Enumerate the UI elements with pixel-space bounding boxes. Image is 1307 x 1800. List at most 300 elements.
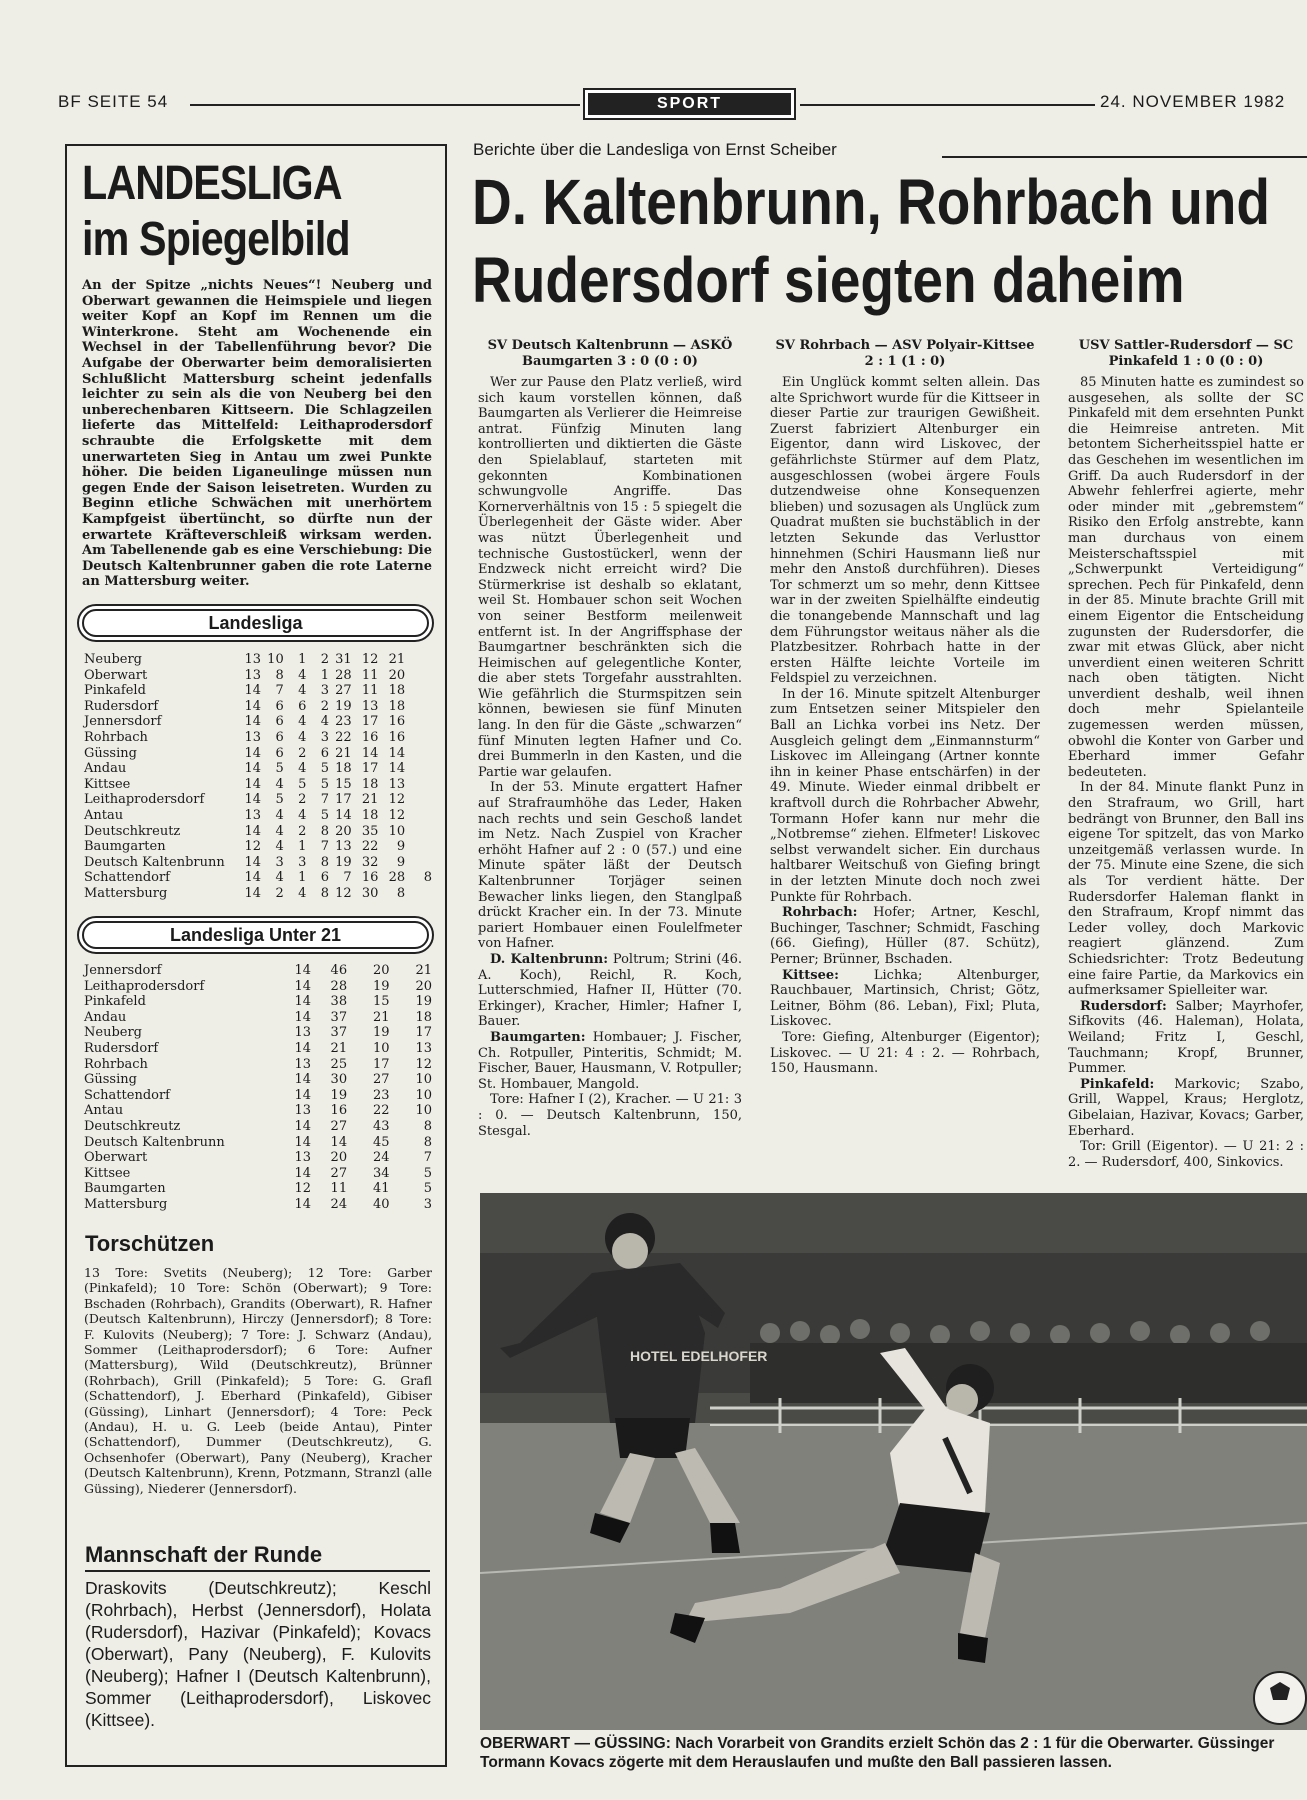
- table-row: [84, 1057, 432, 1073]
- report-3-paragraph: In der 84. Minute flankt Punz in den Strafraum, wo Grill, hart bedrängt von Brunner, den Ball ins eigene Tor spitzelt, das von Marko unzeitgemäß verlassen wurde. In der 75. Minute eine Szene, die sich als Tor verdient hätte. Der Rudersdorfer Haleman flankt in den Strafraum, Kropf nimmt das Leder volley, doch Markovic reagiert glänzend. Zum Schiedsrichter: Trotz Bedeutung eine faire Partie, da Markovics ein aufmerksamer Spielleiter war.: [1068, 780, 1304, 999]
- stat-cell: 28: [335, 667, 352, 683]
- stat-cell: 14: [330, 1134, 348, 1150]
- stat-cell: 11: [330, 1181, 348, 1197]
- table-row: [84, 870, 432, 886]
- stat-cell: 21: [372, 1009, 390, 1025]
- stat-cell: 9: [396, 854, 406, 870]
- sidebar-title-line1: LANDESLIGA: [82, 157, 342, 210]
- stat-cell: 4: [298, 714, 307, 730]
- stat-cell: 21: [361, 792, 379, 808]
- stat-cell: 19: [335, 854, 352, 870]
- table2-heading: Landesliga Unter 21: [82, 921, 429, 949]
- table-row: [84, 668, 432, 684]
- team-name-cell: Rudersdorf: [84, 698, 159, 714]
- team-name-cell: Deutsch Kaltenbrunn: [84, 854, 225, 870]
- team-name-cell: Deutschkreutz: [84, 823, 181, 839]
- stat-cell: 4: [298, 761, 307, 777]
- stat-cell: 24: [372, 1150, 390, 1166]
- stat-cell: 4: [320, 714, 329, 730]
- lineup-label: D. Kaltenbrunn:: [490, 951, 609, 967]
- stat-cell: 14: [294, 1165, 312, 1181]
- stat-cell: 14: [294, 1196, 312, 1212]
- stat-cell: 8: [423, 870, 432, 886]
- sidebar-intro: An der Spitze „nichts Neues“! Neuberg und Oberwart gewannen die Heimspiele und liegen weiter Kopf an Kopf im Rennen um die Winterkrone. Steht am Wochenende ein Wechsel in der Tabellenführung bevor? Die Aufgabe der Oberwarter beim demoralisierten Schlußlicht Mattersburg scheint jedenfalls leichter zu sein als die von Neuberg bei den unberechenbaren Kittseern. Die Schlagzeilen lieferte das Mittelfeld: Leithaprodersdorf schraubte die Erfolgskette mit dem unerwarteten Sieg in Antau um zwei Punkte höher. Die beiden Liganeulinge müssen nun gegen Ende der Saison leisetreten. Wurden zu Beginn etliche Schwächen mit unerhörtem Kampfgeist übertüncht, so dürfte nun der erwartete Kräfteverschleiß wirksam werden. Am Tabellenende gab es eine Verschiebung: Die Deutsch Kaltenbrunner gaben die rote Laterne an Mattersburg weiter.: [82, 278, 432, 590]
- headline-line1: D. Kaltenbrunn, Rohrbach und: [472, 166, 1271, 238]
- stat-cell: 12: [415, 1056, 432, 1072]
- stat-cell: 19: [335, 698, 352, 714]
- stat-cell: 14: [244, 714, 262, 730]
- stat-cell: 6: [320, 870, 329, 886]
- stat-cell: 6: [298, 698, 307, 714]
- table-row: [84, 963, 432, 979]
- stat-cell: 14: [244, 823, 262, 839]
- team-name-cell: Rudersdorf: [84, 1040, 159, 1056]
- stat-cell: 5: [298, 776, 307, 792]
- table-row: [84, 979, 432, 995]
- stat-cell: 20: [388, 667, 406, 683]
- stat-cell: 32: [361, 854, 379, 870]
- stat-cell: 14: [244, 745, 262, 761]
- stat-cell: 8: [423, 1118, 432, 1134]
- stat-cell: 18: [361, 807, 379, 823]
- stat-cell: 12: [335, 885, 352, 901]
- stat-cell: 12: [388, 807, 406, 823]
- stat-cell: 19: [372, 978, 390, 994]
- report-1-goals: Tore: Hafner I (2), Kracher. — U 21: 3 : 0. — Deutsch Kaltenbrunn, 150, Stesgal.: [478, 1092, 742, 1139]
- team-name-cell: Rohrbach: [84, 729, 148, 745]
- stat-cell: 22: [372, 1103, 390, 1119]
- sidebar-title-line2: im Spiegelbild: [82, 213, 350, 266]
- stat-cell: 14: [294, 978, 312, 994]
- stat-cell: 13: [388, 776, 406, 792]
- stat-cell: 18: [415, 1009, 432, 1025]
- stat-cell: 14: [294, 963, 312, 978]
- lineup-label: Rohrbach:: [782, 905, 858, 921]
- stat-cell: 14: [294, 1009, 312, 1025]
- stat-cell: 5: [275, 792, 284, 808]
- lineup-label: Pinkafeld:: [1080, 1076, 1155, 1092]
- stat-cell: 23: [372, 1087, 390, 1103]
- stat-cell: 5: [423, 1165, 432, 1181]
- stat-cell: 13: [335, 839, 352, 855]
- stat-cell: 23: [335, 714, 352, 730]
- team-name-cell: Rohrbach: [84, 1056, 148, 1072]
- stat-cell: 1: [298, 652, 307, 667]
- caption-lead: OBERWART — GÜSSING:: [480, 1735, 671, 1752]
- stat-cell: 45: [372, 1134, 390, 1150]
- team-name-cell: Güssing: [84, 1072, 137, 1088]
- stat-cell: 21: [388, 652, 406, 667]
- stat-cell: 5: [320, 776, 329, 792]
- stat-cell: 46: [330, 963, 348, 978]
- team-name-cell: Baumgarten: [84, 839, 166, 855]
- stat-cell: 14: [361, 745, 379, 761]
- stat-cell: 16: [361, 729, 379, 745]
- issue-date: 24. NOVEMBER 1982: [1100, 92, 1286, 111]
- stat-cell: 12: [294, 1181, 312, 1197]
- stat-cell: 2: [275, 885, 284, 901]
- standings-table: [84, 652, 432, 902]
- match-photo: [480, 1193, 1307, 1730]
- stat-cell: 15: [372, 994, 390, 1010]
- table-row: [84, 1010, 432, 1026]
- table-row: [84, 730, 432, 746]
- stat-cell: 17: [415, 1025, 432, 1041]
- stat-cell: 13: [294, 1150, 312, 1166]
- stat-cell: 20: [335, 823, 352, 839]
- team-name-cell: Andau: [84, 1009, 127, 1025]
- stat-cell: 10: [415, 1072, 432, 1088]
- stat-cell: 18: [335, 761, 352, 777]
- table-row: [84, 792, 432, 808]
- report-1-heading: SV Deutsch Kaltenbrunn — ASKÖ Baumgarten 3 : 0 (0 : 0): [487, 338, 733, 369]
- stat-cell: 13: [294, 1056, 312, 1072]
- report-1-lineup: [478, 1030, 742, 1092]
- stat-cell: 13: [244, 652, 262, 667]
- stat-cell: 14: [294, 1087, 312, 1103]
- stat-cell: 8: [320, 885, 329, 901]
- team-name-cell: Baumgarten: [84, 1181, 166, 1197]
- team-name-cell: Mattersburg: [84, 885, 168, 901]
- stat-cell: 17: [361, 714, 379, 730]
- table-row: [84, 1166, 432, 1182]
- lineup-text: Markovic; Szabo, Grill, Wappel, Kraus; Herglotz, Gibelaian, Hazivar, Kovacs; Garber, Eberhard.: [1068, 1076, 1304, 1139]
- table-row: [84, 1072, 432, 1088]
- team-name-cell: Neuberg: [84, 652, 142, 667]
- team-name-cell: Deutsch Kaltenbrunn: [84, 1134, 225, 1150]
- lineup-text: Hofer; Artner, Keschl, Buchinger, Taschner; Schmidt, Fasching (66. Giefing), Hüller (87. Schütz), Perner; Brünner, Bschaden.: [770, 905, 1040, 967]
- stat-cell: 27: [330, 1165, 348, 1181]
- stat-cell: 8: [320, 854, 329, 870]
- stat-cell: 4: [298, 683, 307, 699]
- team-name-cell: Jennersdorf: [84, 963, 162, 978]
- stat-cell: 20: [415, 978, 432, 994]
- stat-cell: 43: [372, 1118, 390, 1134]
- table-row: [84, 839, 432, 855]
- stat-cell: 19: [372, 1025, 390, 1041]
- stat-cell: 13: [294, 1025, 312, 1041]
- stat-cell: 14: [244, 683, 262, 699]
- table-row: [84, 1135, 432, 1151]
- stat-cell: 35: [361, 823, 379, 839]
- report-2-paragraph: Ein Unglück kommt selten allein. Das alte Sprichwort wurde für die Kittseer in dieser Partie zur traurigen Gewißheit. Zuerst fabriziert Altenburger ein Eigentor, dann wird Liskovec, der gefährlichste Stürmer auf dem Platz, ausgeschlossen (wobei ärgere Fouls dutzendweise ohne Konsequenzen blieben) und sozusagen als Unglück zum Quadrat mußten sie buchstäblich in der letzten Sekunde das Verlusttor hinnehmen (Schiri Hausmann ließ nur mehr den Anstoß durchführen). Dieses Tor schmerzt um so mehr, denn Kittsee war in der zweiten Spielhälfte eindeutig die tonangebende Mannschaft und lag dem Führungstor weitaus näher als die Platzbesitzer. Rohrbach hatte in der ersten Hälfte leichte Vorteile im Feldspiel zu verzeichnen.: [770, 375, 1040, 687]
- team-name-cell: Kittsee: [84, 776, 131, 792]
- table-row: [84, 714, 432, 730]
- stat-cell: 14: [244, 776, 262, 792]
- stat-cell: 8: [396, 885, 406, 901]
- report-2-goals: Tore: Giefing, Altenburger (Eigentor); Liskovec. — U 21: 4 : 2. — Rohrbach, 150, Hausmann.: [770, 1029, 1040, 1077]
- stat-cell: 7: [423, 1150, 432, 1166]
- report-column-2: [770, 338, 1040, 1077]
- report-3-lineup: [1068, 1077, 1304, 1139]
- stat-cell: 5: [423, 1181, 432, 1197]
- stat-cell: 7: [320, 792, 329, 808]
- team-name-cell: Pinkafeld: [84, 683, 146, 699]
- table-row: [84, 1197, 432, 1213]
- u21-table-body: [84, 963, 432, 1213]
- table-row: [84, 761, 432, 777]
- stat-cell: 19: [415, 994, 432, 1010]
- stat-cell: 3: [320, 729, 329, 745]
- table-row: [84, 1025, 432, 1041]
- scorers-title: Torschützen: [85, 1231, 215, 1256]
- stat-cell: 19: [330, 1087, 348, 1103]
- table-row: [84, 1119, 432, 1135]
- stat-cell: 16: [388, 714, 406, 730]
- section-label: SPORT: [588, 93, 791, 115]
- stat-cell: 1: [298, 839, 307, 855]
- stat-cell: 4: [298, 807, 307, 823]
- stat-cell: 6: [320, 745, 329, 761]
- stat-cell: 13: [415, 1040, 432, 1056]
- table2-heading-box: [77, 916, 434, 954]
- stat-cell: 4: [298, 667, 307, 683]
- stat-cell: 10: [415, 1087, 432, 1103]
- table-row: [84, 1103, 432, 1119]
- report-2-paragraph: In der 16. Minute spitzelt Altenburger zum Entsetzen seiner Mitspieler den Ball an Lichka vorbei ins Netz. Der Ausgleich gelingt dem „Einmannsturm“ Liskovec im Alleingang (Artner konnte ihn in keiner Phase entschärfen) in der 49. Minute. Wieder einmal dribbelt er kraftvoll durch die Rohrbacher Abwehr, Tormann Hofer kann nur mehr die „Notbremse“ ziehen. Elfmeter! Liskovec selbst verwandelt sicher. Ein durchaus haltbarer Weitschuß von Giefing bringt in der letzten Minute doch noch zwei Punkte für Rohrbach.: [770, 686, 1040, 905]
- report-column-3: [1068, 338, 1304, 1170]
- team-name-cell: Pinkafeld: [84, 994, 146, 1010]
- report-3-paragraph: 85 Minuten hatte es zumindest so ausgesehen, als sollte der SC Pinkafeld mit dem ersehnten Punkt die Heimreise antreten. Mit betontem Sicherheitsspiel hatte er das Geschehen im wesentlichen im Griff. Da auch Rudersdorf in der Abwehr fehlerfrei agierte, mehr oder minder mit „gebremstem“ Risiko den Erfolg anstrebte, kann man durchaus von einem Meisterschaftsspiel mit „Schwerpunkt Verteidigung“ sprechen. Pech für Pinkafeld, denn in der 85. Minute brachte Grill mit einem Eigentor die Entscheidung zugunsten der Rudersdorfer, die zwar mit etwas Glück, aber nicht unverdient einen weiteren Schritt nach oben tätigten. Nicht unverdient deshalb, weil ihnen doch mehr Spielanteile zugemessen werden müssen, obwohl die Konter von Garber und Eberhard immer Gefahr bedeuteten.: [1068, 375, 1304, 780]
- photo-caption: [480, 1734, 1307, 1772]
- stat-cell: 16: [361, 870, 379, 886]
- stat-cell: 3: [320, 683, 329, 699]
- stat-cell: 27: [335, 683, 352, 699]
- table1-heading-box: [77, 604, 434, 642]
- stat-cell: 41: [372, 1181, 390, 1197]
- team-name-cell: Antau: [84, 807, 124, 823]
- headline-line2: Rudersdorf siegten daheim: [472, 244, 1185, 316]
- lineup-text: Hombauer; J. Fischer, Ch. Rotpuller, Pinteritis, Schmidt; M. Fischer, Bauer, Hausmann, V. Rotpuller; St. Hombauer, Mangold.: [478, 1029, 743, 1092]
- stat-cell: 40: [372, 1196, 390, 1212]
- stat-cell: 14: [244, 870, 262, 886]
- team-name-cell: Kittsee: [84, 1165, 131, 1181]
- stat-cell: 7: [320, 839, 329, 855]
- stat-cell: 27: [372, 1072, 390, 1088]
- stat-cell: 16: [330, 1103, 348, 1119]
- standings-table-body: [84, 652, 432, 902]
- stat-cell: 28: [330, 978, 348, 994]
- stat-cell: 13: [294, 1103, 312, 1119]
- report-2-body: [770, 375, 1040, 1077]
- report-column-1: [478, 338, 742, 1139]
- team-name-cell: Deutschkreutz: [84, 1118, 181, 1134]
- stat-cell: 1: [298, 870, 307, 886]
- stat-cell: 6: [275, 714, 284, 730]
- stat-cell: 14: [335, 807, 352, 823]
- stat-cell: 6: [275, 698, 284, 714]
- team-name-cell: Jennersdorf: [84, 714, 162, 730]
- stat-cell: 7: [343, 870, 352, 886]
- report-2-heading: SV Rohrbach — ASV Polyair-Kittsee 2 : 1 (1 : 0): [775, 338, 1035, 369]
- stat-cell: 3: [275, 854, 284, 870]
- match-photo-illustration: [480, 1193, 1307, 1730]
- stat-cell: 14: [294, 1118, 312, 1134]
- stat-cell: 4: [275, 776, 284, 792]
- stat-cell: 14: [244, 761, 262, 777]
- team-name-cell: Oberwart: [84, 667, 148, 683]
- stat-cell: 14: [244, 792, 262, 808]
- stat-cell: 22: [335, 729, 352, 745]
- team-name-cell: Mattersburg: [84, 1196, 168, 1212]
- lineup-text: Poltrum; Strini (46. A. Koch), Reichl, R. Koch, Lutterschmied, Hafner II, Hütter (70. Erkinger), Kracher, Himler; Hafner I, Bauer.: [478, 951, 742, 1030]
- stat-cell: 8: [320, 823, 329, 839]
- stat-cell: 14: [294, 1134, 312, 1150]
- lineup-label: Baumgarten:: [490, 1029, 586, 1045]
- stat-cell: 21: [415, 963, 432, 978]
- team-name-cell: Andau: [84, 761, 127, 777]
- team-title: Mannschaft der Runde: [85, 1542, 323, 1567]
- team-name-cell: Antau: [84, 1103, 124, 1119]
- stat-cell: 21: [335, 745, 352, 761]
- stat-cell: 9: [396, 839, 406, 855]
- kicker-rule: [942, 156, 1307, 158]
- stat-cell: 2: [320, 652, 329, 667]
- stat-cell: 4: [298, 729, 307, 745]
- table-row: [84, 886, 432, 902]
- table-row: [84, 746, 432, 762]
- stat-cell: 2: [298, 792, 307, 808]
- stat-cell: 1: [320, 667, 329, 683]
- team-name-cell: Oberwart: [84, 1150, 148, 1166]
- stat-cell: 25: [330, 1056, 348, 1072]
- report-1-paragraph: Wer zur Pause den Platz verließ, wird sich kaum vorstellen können, daß Baumgarten als Verlierer die Heimreise antrat. Fünfzig Minuten lang kontrollierten und diktierten die Gäste den Spielablauf, starteten mit gekonnten Kombinationen schwungvolle Angriffe. Das Kornerverhältnis von 15 : 5 spiegelt die Überlegenheit der Gäste wider. Aber was nützt Überlegenheit und technische Gustostückerl, wenn der Endzweck nicht erreicht wird? Die Stürmerkrise ist deshalb so eklatant, weil St. Hombauer schon seit Wochen von seiner Bestform meilenweit entfernt ist. In der Angriffsphase der Baumgartner beschränkten sich die Heimischen auf gelegentliche Konter, die aber stets Torgefahr ausstrahlten. Wie gefährlich die Sturmspitzen sein können, bewiesen sie fünf Minuten lang. In den für die Gäste „schwarzen“ fünf Minuten legten Hafner und Co. drei Bummerln in den Kasten, und die Partie war gelaufen.: [478, 375, 742, 780]
- stat-cell: 12: [244, 839, 262, 855]
- stat-cell: 27: [330, 1118, 348, 1134]
- stat-cell: 14: [294, 1040, 312, 1056]
- stat-cell: 14: [294, 1072, 312, 1088]
- stat-cell: 37: [330, 1009, 348, 1025]
- stat-cell: 14: [388, 761, 406, 777]
- headline: [472, 163, 1270, 319]
- stat-cell: 14: [294, 994, 312, 1010]
- team-text: Draskovits (Deutschkreutz); Keschl (Rohrbach), Herbst (Jennersdorf), Holata (Rudersdorf), Hazivar (Pinkafeld); Kovacs (Oberwart), Pany (Neuberg), F. Kulovits (Neuberg); Hafner I (Deutsch Kaltenbrunn), Sommer (Leithaprodersdorf), Liskovec (Kittsee).: [85, 1578, 431, 1730]
- table-row: [84, 1181, 432, 1197]
- stat-cell: 13: [361, 698, 379, 714]
- table-row: [84, 994, 432, 1010]
- stat-cell: 12: [388, 792, 406, 808]
- stat-cell: 11: [361, 683, 379, 699]
- stat-cell: 3: [298, 854, 307, 870]
- article-kicker: Berichte über die Landesliga von Ernst Scheiber: [473, 140, 837, 159]
- stat-cell: 7: [275, 683, 284, 699]
- stat-cell: 5: [320, 807, 329, 823]
- page-number: BF SEITE 54: [58, 92, 169, 111]
- stat-cell: 28: [388, 870, 406, 886]
- table-row: [84, 1088, 432, 1104]
- table-row: [84, 1150, 432, 1166]
- team-name-cell: Leithaprodersdorf: [84, 978, 205, 994]
- stat-cell: 6: [275, 745, 284, 761]
- stat-cell: 5: [320, 761, 329, 777]
- jersey-print: HOTEL EDELHOFER: [630, 1348, 768, 1364]
- stat-cell: 11: [361, 667, 379, 683]
- stat-cell: 3: [423, 1196, 432, 1212]
- report-2-lineup: [770, 905, 1040, 967]
- stat-cell: 21: [330, 1040, 348, 1056]
- stat-cell: 2: [320, 698, 329, 714]
- stat-cell: 14: [244, 698, 262, 714]
- table-row: [84, 777, 432, 793]
- team-name-cell: Güssing: [84, 745, 137, 761]
- stat-cell: 31: [335, 652, 352, 667]
- stat-cell: 17: [335, 792, 352, 808]
- stat-cell: 13: [244, 729, 262, 745]
- stat-cell: 14: [244, 885, 262, 901]
- stat-cell: 16: [388, 729, 406, 745]
- stat-cell: 14: [244, 854, 262, 870]
- table1-heading: Landesliga: [82, 609, 429, 637]
- stat-cell: 8: [275, 667, 284, 683]
- stat-cell: 10: [267, 652, 284, 667]
- stat-cell: 10: [372, 1040, 390, 1056]
- stat-cell: 37: [330, 1025, 348, 1041]
- report-1-body: [478, 375, 742, 1139]
- stat-cell: 2: [298, 823, 307, 839]
- stat-cell: 18: [361, 776, 379, 792]
- table-row: [84, 699, 432, 715]
- stat-cell: 18: [388, 683, 406, 699]
- report-3-body: [1068, 375, 1304, 1170]
- stat-cell: 17: [361, 761, 379, 777]
- stat-cell: 12: [361, 652, 379, 667]
- stat-cell: 4: [275, 823, 284, 839]
- table-row: [84, 855, 432, 871]
- lineup-text: Salber; Mayrhofer, Sifkovits (46. Haleman), Holata, Weiland; Fritz I, Geschl, Tauchmann; Kropf, Brunner, Pummer.: [1068, 998, 1304, 1077]
- table-row: [84, 824, 432, 840]
- stat-cell: 15: [335, 776, 352, 792]
- table-row: [84, 652, 432, 668]
- report-2-lineup: [770, 968, 1040, 1030]
- table-row: [84, 808, 432, 824]
- report-3-lineup: [1068, 999, 1304, 1077]
- stat-cell: 20: [372, 963, 390, 978]
- stat-cell: 30: [361, 885, 379, 901]
- header-rule-left: [190, 104, 580, 106]
- table-row: [84, 1041, 432, 1057]
- stat-cell: 24: [330, 1196, 348, 1212]
- header-rule-right: [800, 104, 1095, 106]
- stat-cell: 17: [372, 1056, 390, 1072]
- stat-cell: 4: [275, 870, 284, 886]
- u21-table: [84, 963, 432, 1213]
- stat-cell: 2: [298, 745, 307, 761]
- stat-cell: 22: [361, 839, 379, 855]
- stat-cell: 4: [298, 885, 307, 901]
- lineup-label: Rudersdorf:: [1080, 998, 1167, 1014]
- stat-cell: 6: [275, 729, 284, 745]
- sidebar-title: [82, 156, 383, 268]
- stat-cell: 4: [275, 839, 284, 855]
- stat-cell: 13: [244, 667, 262, 683]
- stat-cell: 10: [415, 1103, 432, 1119]
- lineup-label: Kittsee:: [782, 967, 839, 983]
- report-1-paragraph: In der 53. Minute ergattert Hafner auf Strafraumhöhe das Leder, Haken nach rechts und sein Geschoß landet im Netz. Nach Zuspiel von Kracher erhöht Hafner auf 2 : 0 (57.) und eine Minute später läßt der Deutsch Kaltenbrunner Torjäger seinen Bewacher links liegen, den Stanglpaß drückt Kracher ein. In der 73. Minute pariert Hombauer einen Foulelfmeter von Hafner.: [478, 780, 742, 952]
- report-1-lineup: [478, 952, 742, 1030]
- section-label-box: [583, 88, 796, 120]
- report-3-heading: USV Sattler-Rudersdorf — SC Pinkafeld 1 : 0 (0 : 0): [1078, 338, 1294, 369]
- stat-cell: 14: [388, 745, 406, 761]
- team-rule: [85, 1570, 430, 1572]
- stat-cell: 10: [388, 823, 406, 839]
- team-name-cell: Schattendorf: [84, 1087, 170, 1103]
- team-name-cell: Neuberg: [84, 1025, 142, 1041]
- scorers-text: 13 Tore: Svetits (Neuberg); 12 Tore: Garber (Pinkafeld); 10 Tore: Schön (Oberwart); 9 Tore: Bschaden (Rohrbach), Grandits (Oberwart), R. Hafner (Deutsch Kaltenbrunn), Hirczy (Jennersdorf); 8 Tore: F. Kulovits (Neuberg); 7 Tore: J. Schwarz (Andau), Sommer (Leithaprodersdorf); 6 Tore: Aufner (Mattersburg), Wild (Deutschkreutz), Brünner (Rohrbach), Grill (Pinkafeld); 5 Tore: G. Grafl (Schattendorf), J. Eberhard (Pinkafeld), Gibiser (Güssing), Linhart (Jennersdorf); 4 Tore: Peck (Andau), H. u. G. Leeb (beide Antau), Pinter (Schattendorf), Dummer (Deutschkreutz), G. Ochsenhofer (Oberwart), Pany (Neuberg), Kracher (Deutsch Kaltenbrunn), Krenn, Potzmann, Stranzl (alle Güssing), Niederer (Jennersdorf).: [84, 1265, 432, 1496]
- stat-cell: 5: [275, 761, 284, 777]
- stat-cell: 20: [330, 1150, 348, 1166]
- stat-cell: 4: [275, 807, 284, 823]
- stat-cell: 38: [330, 994, 348, 1010]
